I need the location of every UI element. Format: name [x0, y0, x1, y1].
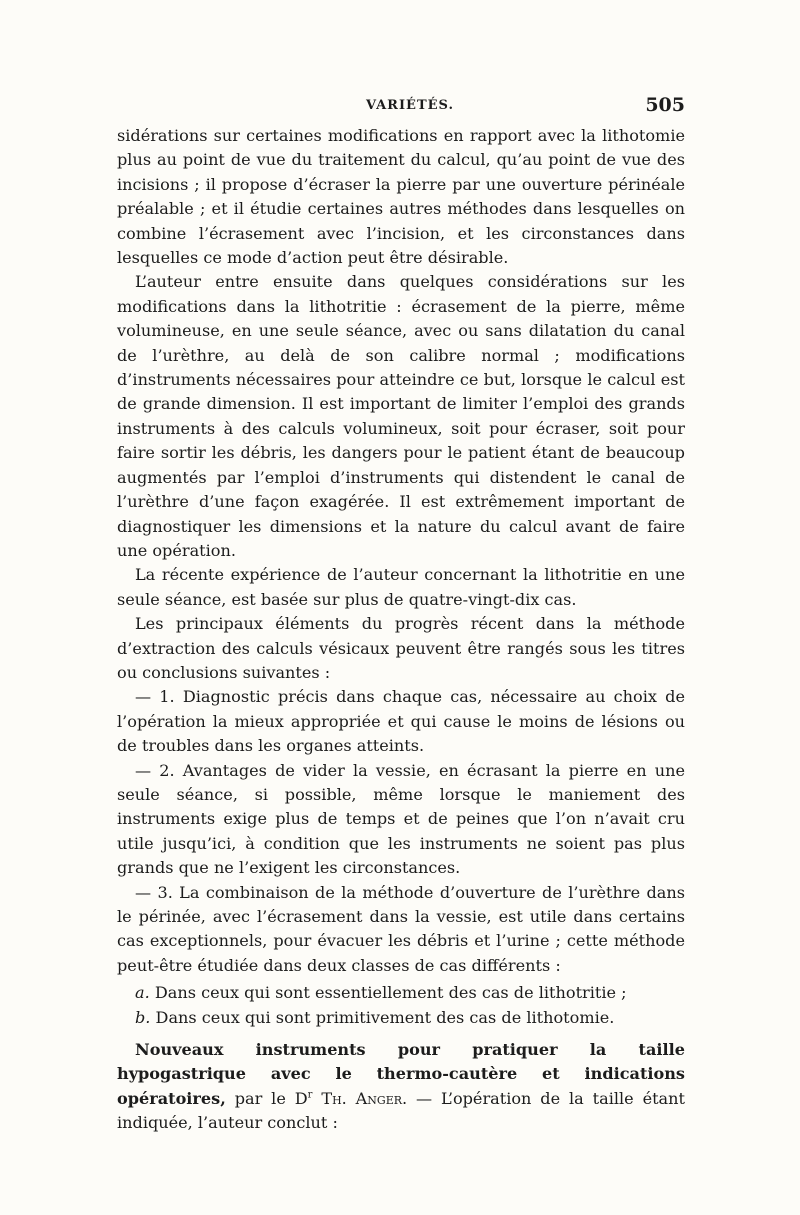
- subitem-a: [117, 981, 685, 1005]
- book-page: [117, 94, 685, 1136]
- conclusion-2: — 2. Avantages de vider la vessie, en écrasant la pierre en une seule séance, si possible, même lorsque le maniement des instruments exige plus de temps et de peines que l’on n’avait cru utile jusqu’ici, à condition que les instruments ne soient pas plus grands que ne l’exigent les circonstances.: [117, 760, 685, 878]
- subitem-text: Dans ceux qui sont essentiellement des cas de lithotritie ;: [154, 983, 627, 1003]
- paragraph-lithotritie: L’auteur entre ensuite dans quelques considérations sur les modifications dans la lithotritie : écrasement de la pierre, même volumineuse, en une seule séance, avec ou sans dilatation du canal de l’urèthre, au delà de son calibre normal ; modifications d’instruments nécessaires pour atteindre ce but, lorsque le calcul est de grande dimension. Il est important de limiter l’emploi des grands instruments à des calculs volumineux, soit pour écraser, soit pour faire sortir les débris, les dangers pour le patient étant de beaucoup augmentés par l’emploi d’instruments qui distendent le canal de l’urèthre d’une façon exagérée. Il est extrêmement important de diagnostiquer les dimensions et la nature du calcul avant de faire une opération.: [117, 272, 685, 560]
- page-header: [117, 94, 685, 124]
- paragraph-progres: Les principaux éléments du progrès récent dans la méthode d’extraction des calculs vésicaux peuvent être rangés sous les titres ou conclusions suivantes :: [117, 614, 685, 682]
- section-paragraph: [117, 1038, 685, 1136]
- section-byline: par le D: [234, 1088, 308, 1108]
- byline-superscript: r: [307, 1089, 313, 1101]
- subitem-text: Dans ceux qui sont primitivement des cas de lithotomie.: [155, 1007, 615, 1027]
- body-text: [117, 124, 685, 1136]
- section-title: Nouveaux instruments pour pratiquer la taille hypogastrique avec le thermo-cautère et indications opératoires,: [117, 1040, 685, 1108]
- conclusion-1: — 1. Diagnostic précis dans chaque cas, nécessaire au choix de l’opération la mieux appropriée et qui cause le moins de lésions ou de troubles dans les organes atteints.: [117, 687, 685, 756]
- conclusion-3: — 3. La combinaison de la méthode d’ouverture de l’urèthre dans le périnée, avec l’écrasement dans la vessie, est utile dans certains cas exceptionnels, pour évacuer les débris et l’urine ; cette méthode peut-être étudiée dans deux classes de cas différents :: [117, 882, 685, 975]
- subitem-letter: a.: [135, 983, 150, 1003]
- subitem-b: [117, 1006, 685, 1030]
- section-author: Th. Anger: [321, 1088, 403, 1108]
- page-number: 505: [645, 94, 685, 116]
- paragraph-continuation: sidérations sur certaines modifications en rapport avec la lithotomie plus au point de vue du traitement du calcul, qu’au point de vue des incisions ; il propose d’écraser la pierre par une ouverture périnéale préalable ; et il étudie certaines autres méthodes dans lesquelles on combine l’écrasement avec l’incision, et les circonstances dans lesquelles ce mode d’action peut être désirable.: [117, 126, 685, 268]
- running-head: VARIÉTÉS.: [366, 98, 454, 113]
- section-text: . — L’opération de la taille étant indiquée, l’auteur conclut :: [117, 1088, 685, 1133]
- paragraph-experience: La récente expérience de l’auteur concernant la lithotritie en une seule séance, est basée sur plus de quatre-vingt-dix cas.: [117, 565, 685, 609]
- subitem-letter: b.: [135, 1007, 151, 1027]
